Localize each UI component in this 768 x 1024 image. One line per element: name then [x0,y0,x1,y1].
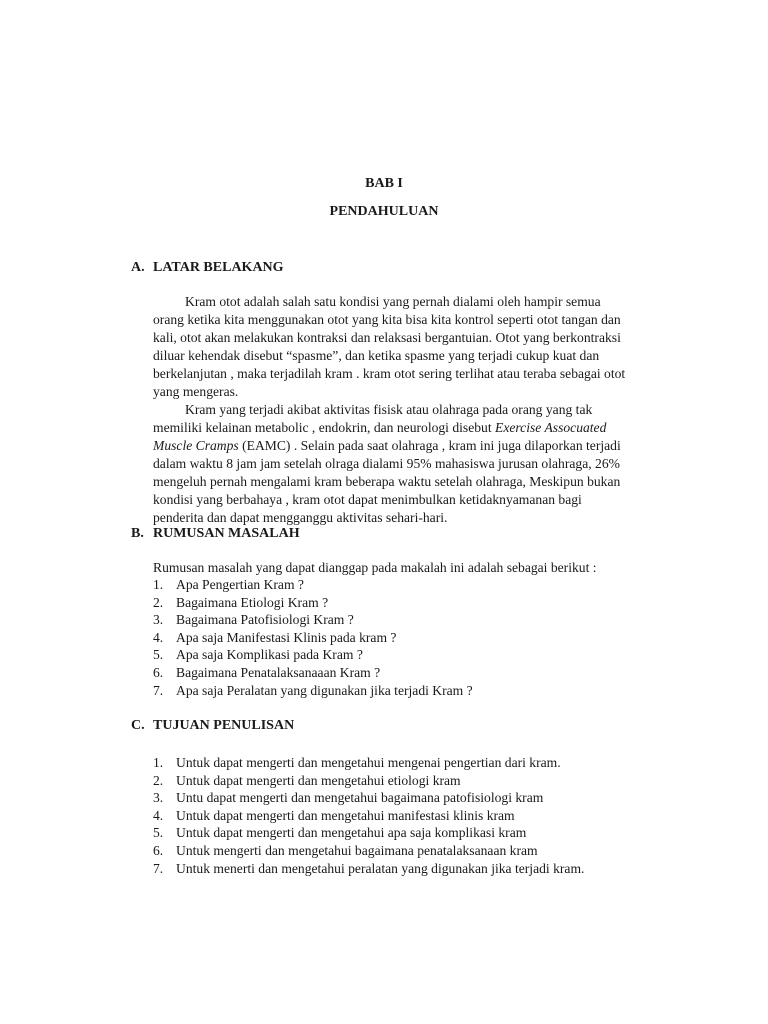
section-a-body [153,293,633,527]
list-item-number: 3. [153,790,164,806]
list-item-number: 7. [153,682,164,698]
list-item-number: 4. [153,807,164,823]
list-item-text: Apa Pengertian Kram ? [176,577,304,592]
section-b-heading [131,526,300,542]
list-item-number: 6. [153,842,164,858]
list-item-text: Bagaimana Etiologi Kram ? [176,594,329,610]
section-b-intro: Rumusan masalah yang dapat dianggap pada makalah ini adalah sebagai berikut : [153,560,597,575]
list-item-text: Untuk mengerti dan mengetahui bagaimana penatalaksanaan kram [176,842,538,858]
problem-list [153,576,473,699]
list-item [153,754,584,772]
list-item-text: Untuk dapat mengerti dan mengetahui mengenai pengertian dari kram. [176,755,561,770]
section-b-title: RUMUSAN MASALAH [153,526,300,541]
section-b-letter: B. [131,526,144,541]
paragraph-2-end: (EAMC) . Selain pada saat olahraga , kram ini juga dilaporkan terjadi dalam waktu 8 jam jam setelah olraga dialami 95% mahasiswa jurusan olahraga, 26% mengeluh pernah mengalami kram beberapa waktu setelah olahraga, Meskipun bukan kondisi yang berbahaya , kram otot dapat menimbulkan ketidaknyamanan bagi penderita dan dapat mengganggu aktivitas sehari-hari. [153,438,621,525]
list-item [153,594,473,612]
objective-list [153,754,584,877]
list-item-text: Untu dapat mengerti dan mengetahui bagaimana patofisiologi kram [176,790,544,806]
list-item-text: Bagaimana Patofisiologi Kram ? [176,612,354,628]
list-item-text: Untuk dapat mengerti dan mengetahui etiologi kram [176,772,461,788]
list-item [153,629,473,647]
list-item [153,807,584,825]
list-item [153,611,473,629]
list-item [153,576,473,594]
list-item [153,824,584,842]
list-item-number: 1. [153,755,164,770]
section-a-title: LATAR BELAKANG [153,260,284,275]
list-item [153,682,473,700]
list-item-number: 5. [153,825,164,841]
list-item-text: Untuk dapat mengerti dan mengetahui manifestasi klinis kram [176,807,515,823]
section-c-heading [131,718,294,734]
list-item [153,664,473,682]
list-item-number: 2. [153,772,164,788]
list-item-text: Untuk dapat mengerti dan mengetahui apa saja komplikasi kram [176,825,527,841]
list-item-number: 4. [153,629,164,645]
list-item-number: 2. [153,594,164,610]
section-a-letter: A. [131,260,145,275]
list-item-text: Apa saja Komplikasi pada Kram ? [176,647,363,663]
list-item [153,842,584,860]
list-item-number: 7. [153,860,164,876]
list-item-text: Untuk menerti dan mengetahui peralatan yang digunakan jika terjadi kram. [176,860,585,876]
paragraph-1: Kram otot adalah salah satu kondisi yang pernah dialami oleh hampir semua orang ketika kita menggunakan otot yang kita bisa kita kontrol seperti otot tangan dan kali, otot akan melakukan kontraksi dan relaksasi bergantuian. Otot yang berkontraksi diluar kehendak disebut “spasme”, dan ketika spasme yang terjadi cukup kuat dan berkelanjutan , maka terjadilah kram . kram otot sering terlihat atau teraba sebagai otot yang mengeras. [153,294,626,399]
list-item-number: 3. [153,612,164,628]
list-item [153,789,584,807]
list-item [153,646,473,664]
list-item-number: 5. [153,647,164,663]
list-item-text: Bagaimana Penatalaksanaaan Kram ? [176,664,381,680]
list-item [153,860,584,878]
list-item-text: Apa saja Peralatan yang digunakan jika terjadi Kram ? [176,682,473,698]
list-item-text: Apa saja Manifestasi Klinis pada kram ? [176,629,397,645]
list-item-number: 6. [153,664,164,680]
paragraph-2-italic-term: Exercise Assocuated Muscle Cramps [153,420,607,453]
chapter-subtitle: PENDAHULUAN [329,204,439,219]
section-c-title: TUJUAN PENULISAN [153,718,295,733]
paragraph-2 [153,401,633,527]
section-a-heading [131,260,284,276]
list-item [153,772,584,790]
list-item-number: 1. [153,577,164,592]
chapter-title: BAB I [365,176,403,191]
section-c-letter: C. [131,718,145,733]
paragraph-2-start: Kram yang terjadi akibat aktivitas fisisk atau olahraga pada orang yang tak memiliki kelainan metabolic , endokrin, dan neurologi disebut [153,402,593,435]
